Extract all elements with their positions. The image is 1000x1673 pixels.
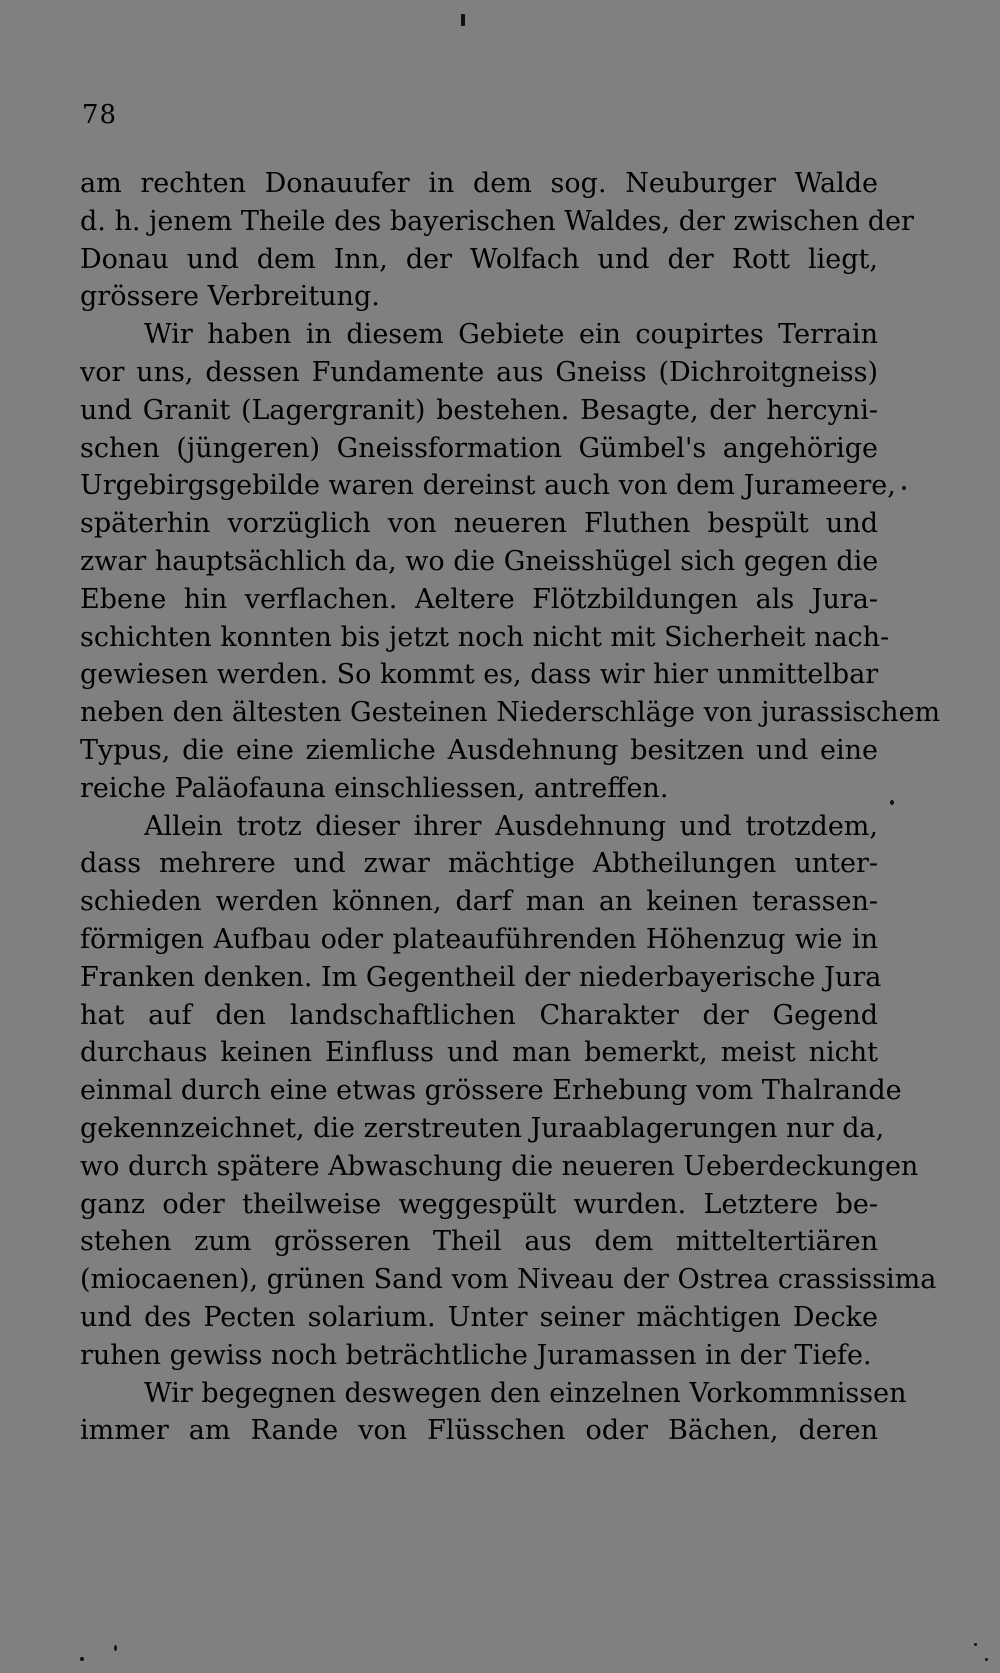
text-line: ganz oder theilweise weggespült wurden. Letztere be- [80,1188,878,1220]
text-line: förmigen Aufbau oder plateauführenden Höhenzug wie in [80,923,878,955]
text-line: hat auf den landschaftlichen Charakter der Gegend [80,999,878,1031]
paragraph-end-line: ruhen gewiss noch beträchtliche Juramassen in der Tiefe. [80,1339,872,1371]
print-speck-right-1 [902,486,906,490]
print-speck-bottom-left-1 [80,1657,84,1661]
text-line: schen (jüngeren) Gneissformation Gümbel's angehörige [80,432,878,464]
text-line: immer am Rande von Flüsschen oder Bächen, deren [80,1415,878,1447]
text-line: Urgebirgsgebilde waren dereinst auch von dem Jurameere, [80,470,896,502]
print-speck-top [461,14,465,26]
text-line: schichten konnten bis jetzt noch nicht mit Sicherheit nach- [80,621,890,653]
print-speck-bottom-right-1 [974,1643,977,1646]
paragraph-end-line: grössere Verbreitung. [80,281,380,313]
text-line: Ebene hin verflachen. Aeltere Flötzbildungen als Jura- [80,583,878,615]
paragraph-start-line: Allein trotz dieser ihrer Ausdehnung und trotzdem, [144,810,878,842]
print-speck-bottom-left-2 [114,1645,117,1651]
text-line: schieden werden können, darf man an keinen terassen- [80,886,878,918]
text-line: gewiesen werden. So kommt es, dass wir hier unmittelbar [80,659,879,691]
print-speck-right-2 [890,800,894,805]
text-line: Franken denken. Im Gegentheil der niederbayerische Jura [80,961,882,993]
page-number: 78 [82,100,118,130]
text-line: vor uns, dessen Fundamente aus Gneiss (Dichroitgneiss) [80,356,878,388]
text-line: d. h. jenem Theile des bayerischen Waldes, der zwischen der [80,205,914,237]
print-speck-bottom-right-2 [985,1658,988,1661]
text-line: am rechten Donauufer in dem sog. Neuburger Walde [80,168,878,199]
text-line: einmal durch eine etwas grössere Erhebung vom Thalrande [80,1075,902,1107]
text-line: Typus, die eine ziemliche Ausdehnung besitzen und eine [80,734,878,766]
text-line: neben den ältesten Gesteinen Niederschläge von jurassischem [80,697,941,729]
text-line: und des Pecten solarium. Unter seiner mächtigen Decke [80,1301,878,1333]
text-line: Donau und dem Inn, der Wolfach und der Rott liegt, [80,243,878,275]
text-line: gekennzeichnet, die zerstreuten Juraablagerungen nur da, [80,1112,885,1144]
text-line: wo durch spätere Abwaschung die neueren Ueberdeckungen [80,1150,919,1182]
paragraph-start-line: Wir begegnen deswegen den einzelnen Vorkommnissen [144,1377,907,1409]
text-line: dass mehrere und zwar mächtige Abtheilungen unter- [80,848,878,880]
text-line: späterhin vorzüglich von neueren Fluthen bespült und [80,508,878,540]
paragraph-end-line: reiche Paläofauna einschliessen, antreffen. [80,772,669,804]
text-line: (miocaenen), grünen Sand vom Niveau der Ostrea crassissima [80,1264,937,1296]
text-line: durchaus keinen Einfluss und man bemerkt, meist nicht [80,1037,878,1069]
text-line: zwar hauptsächlich da, wo die Gneisshügel sich gegen die [80,545,879,577]
paragraph-start-line: Wir haben in diesem Gebiete ein coupirtes Terrain [144,319,878,351]
text-line: und Granit (Lagergranit) bestehen. Besagte, der hercyni- [80,394,878,426]
body-text [80,165,941,1450]
text-line: stehen zum grösseren Theil aus dem mitteltertiären [80,1226,878,1258]
